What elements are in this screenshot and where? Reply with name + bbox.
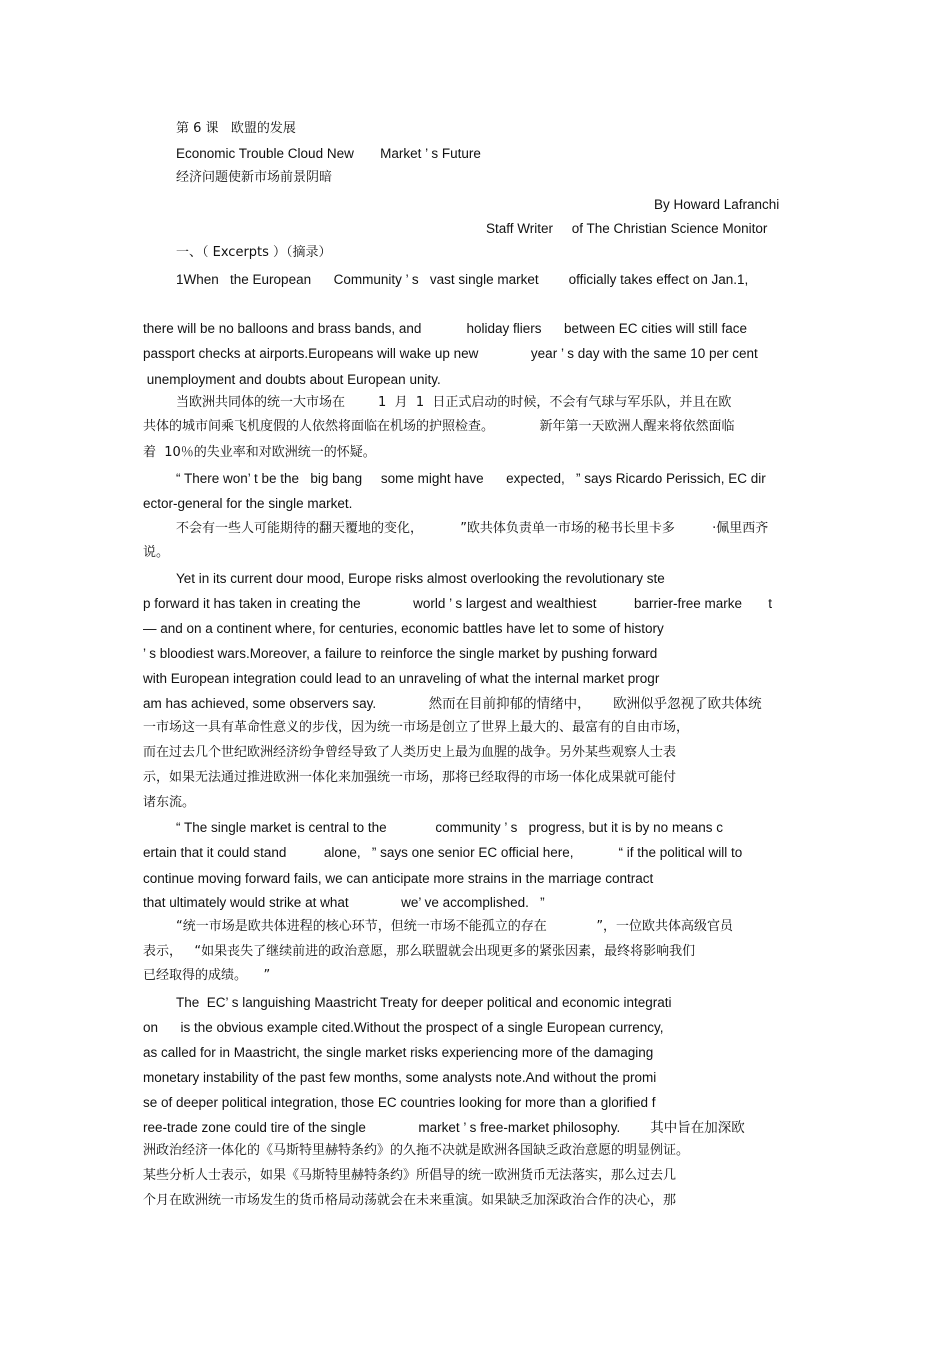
body-line: as called for in Maastricht, the single market risks experiencing more of the damaging <box>143 1045 654 1060</box>
body-line: there will be no balloons and brass bands, and holiday fliers between EC cities will still face <box>143 321 748 336</box>
body-line: “ There won’ t be the big bang some might have expected, ” says Ricardo Perissich, EC dir <box>176 471 766 486</box>
body-line: with European integration could lead to an unraveling of what the internal market progr <box>143 671 660 686</box>
body-line: am has achieved, some observers say. 然而在目前抑郁的情绪中， 欧洲似乎忽视了欧共体统 <box>143 696 762 711</box>
body-line: 一市场这一具有革命性意义的步伐，因为统一市场是创立了世界上最大的、最富有的自由市场， <box>143 720 690 735</box>
body-line: ’ s bloodiest wars.Moreover, a failure to reinforce the single market by pushing forward <box>143 646 658 661</box>
section-heading: 一、（ Excerpts ）（摘录） <box>176 245 332 260</box>
body-line: 表示， “如果丧失了继续前进的政治意愿，那么联盟就会出现更多的紧张因素，最终将影响我们 <box>143 944 696 959</box>
body-line: “统一市场是欧共体进程的核心环节，但统一市场不能孤立的存在 ”，一位欧共体高级官员 <box>176 919 734 934</box>
body-line: 洲政治经济一体化的《马斯特里赫特条约》的久拖不决就是欧洲各国缺乏政治意愿的明显例证。 <box>143 1143 690 1158</box>
english-title: Economic Trouble Cloud New Market ’ s Future <box>176 146 481 161</box>
body-line: that ultimately would strike at what we’ ve accomplished. ” <box>143 895 545 910</box>
body-line: 示，如果无法通过推进欧洲一体化来加强统一市场，那将已经取得的市场一体化成果就可能付 <box>143 770 677 785</box>
staff-line: Staff Writer of The Christian Science Monitor <box>486 221 768 236</box>
body-line: passport checks at airports.Europeans will wake up new year ’ s day with the same 10 per cent <box>143 346 758 361</box>
byline: By Howard Lafranchi <box>654 197 780 212</box>
body-line: 而在过去几个世纪欧洲经济纷争曾经导致了人类历史上最为血腥的战争。另外某些观察人士表 <box>143 745 677 760</box>
body-line: 着 10％的失业率和对欧洲统一的怀疑。 <box>143 445 376 460</box>
body-line: Yet in its current dour mood, Europe risks almost overlooking the revolutionary ste <box>176 571 665 586</box>
body-line: 不会有一些人可能期待的翻天覆地的变化， ”欧共体负责单一市场的秘书长里卡多 ·佩里西齐 <box>176 521 769 536</box>
body-line: ree-trade zone could tire of the single market ’ s free-market philosophy. 其中旨在加深欧 <box>143 1120 745 1135</box>
body-line: ertain that it could stand alone, ” says one senior EC official here, “ if the political will to <box>143 845 743 860</box>
body-line: continue moving forward fails, we can anticipate more strains in the marriage contract <box>143 871 654 886</box>
body-line: ector-general for the single market. <box>143 496 353 511</box>
body-line: 1When the European Community ’ s vast single market officially takes effect on Jan.1, <box>176 272 749 287</box>
body-line: 个月在欧洲统一市场发生的货币格局动荡就会在未来重演。如果缺乏加深政治合作的决心，那 <box>143 1193 677 1208</box>
body-line: — and on a continent where, for centuries, economic battles have let to some of history <box>143 621 664 636</box>
body-line: 共体的城市间乘飞机度假的人依然将面临在机场的护照检查。 新年第一天欧洲人醒来将依然面临 <box>143 419 735 434</box>
chinese-title: 经济问题使新市场前景阴暗 <box>176 170 333 185</box>
body-line: on is the obvious example cited.Without the prospect of a single European currency, <box>143 1020 664 1035</box>
body-line: p forward it has taken in creating the world ’ s largest and wealthiest barrier-free marke t <box>143 596 773 611</box>
body-line: 已经取得的成绩。 ” <box>143 968 271 983</box>
body-line: unemployment and doubts about European unity. <box>143 372 441 387</box>
body-line: se of deeper political integration, those EC countries looking for more than a glorified f <box>143 1095 656 1110</box>
body-line: monetary instability of the past few months, some analysts note.And without the promi <box>143 1070 657 1085</box>
body-line: The EC’ s languishing Maastricht Treaty for deeper political and economic integrati <box>176 995 672 1010</box>
body-line: 某些分析人士表示，如果《马斯特里赫特条约》所倡导的统一欧洲货币无法落实，那么过去几 <box>143 1168 677 1183</box>
body-line: 当欧洲共同体的统一大市场在 1 月 1 日正式启动的时候，不会有气球与军乐队，并且在欧 <box>176 395 732 410</box>
lesson-title: 第 6 课 欧盟的发展 <box>176 121 296 136</box>
body-line: 说。 <box>143 545 170 560</box>
body-line: “ The single market is central to the community ’ s progress, but it is by no means c <box>176 820 723 835</box>
body-line: 诸东流。 <box>143 795 196 810</box>
